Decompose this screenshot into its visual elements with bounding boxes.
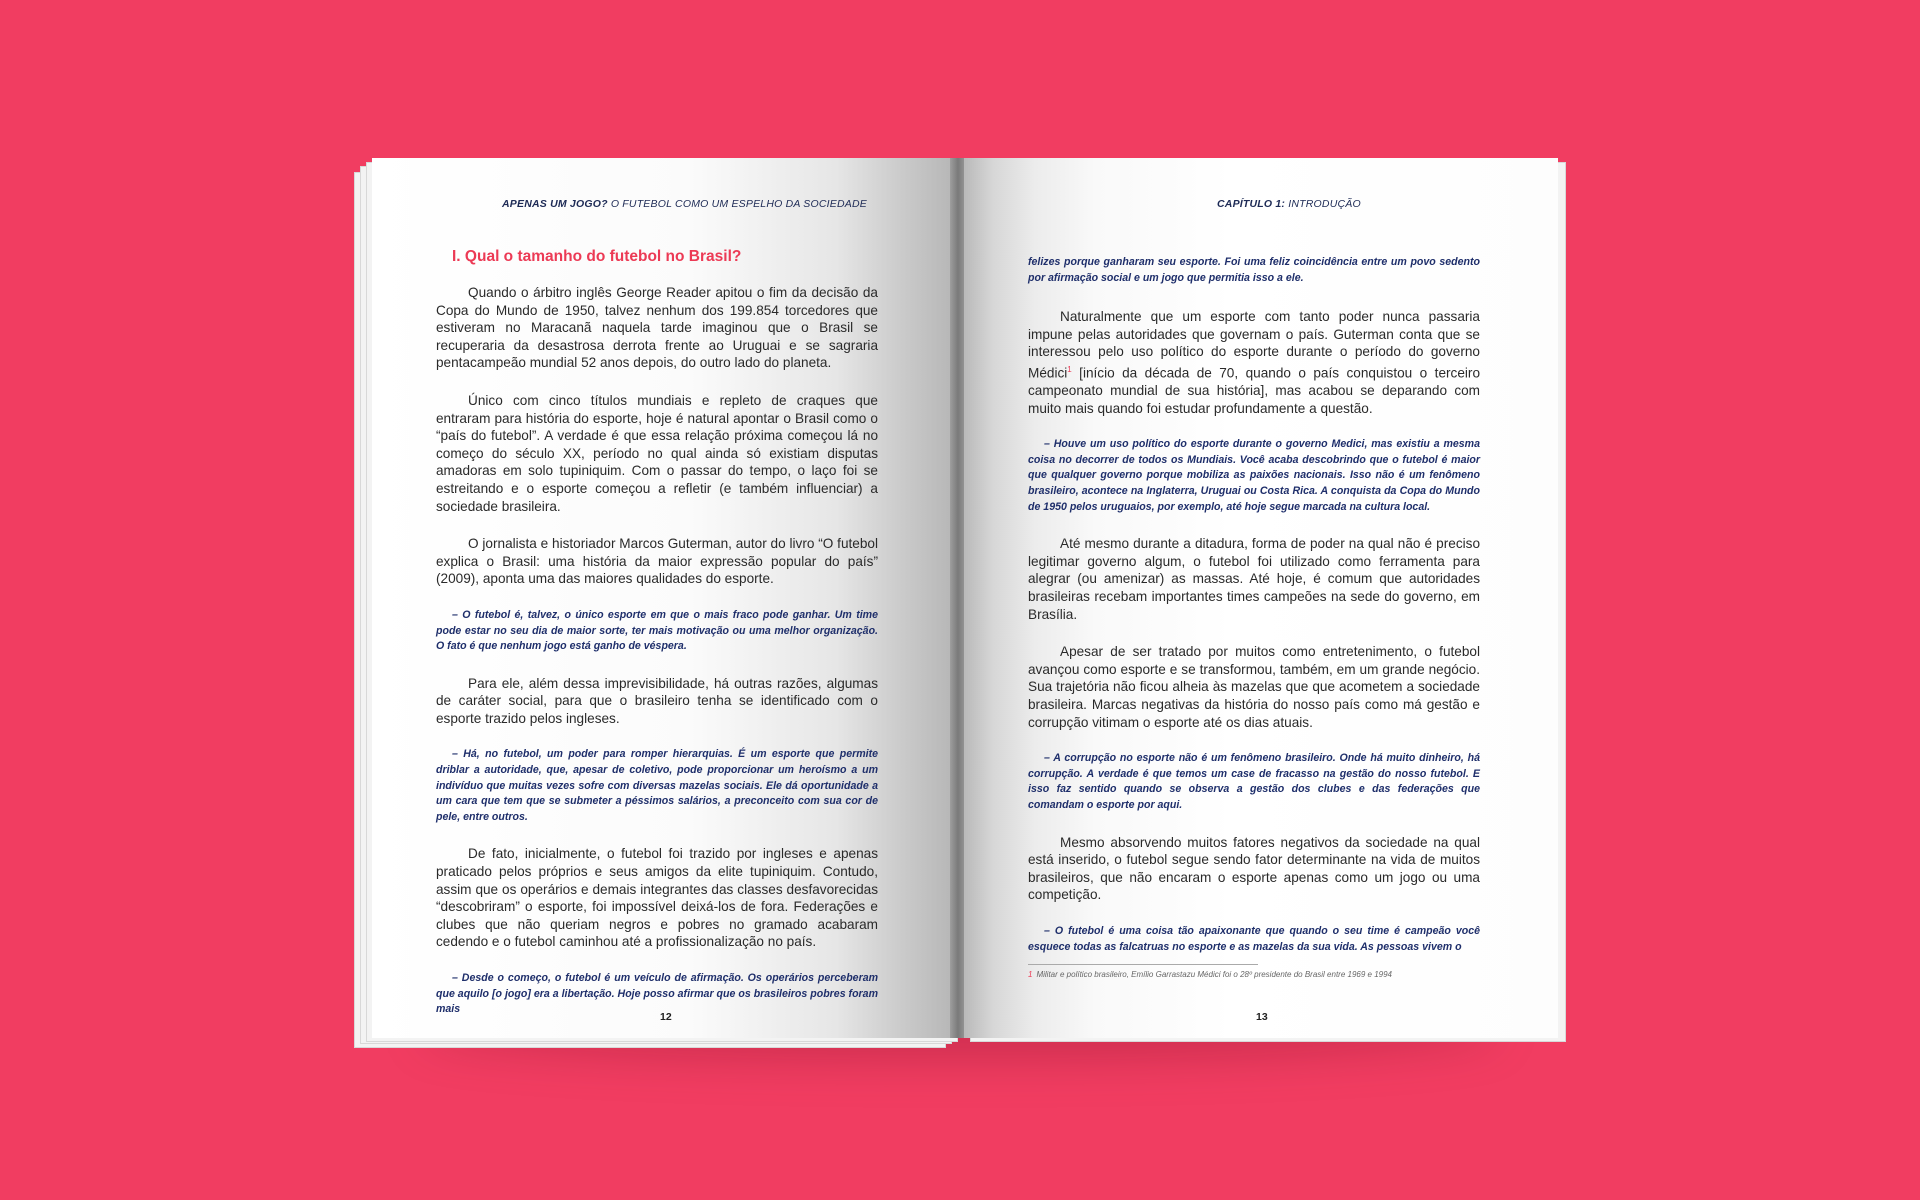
pull-quote-continued: felizes porque ganharam seu esporte. Foi uma feliz coincidência entre um povo sedento por afirmação social e um jogo que permitia isso a ele. [1028, 256, 1480, 284]
pull-quote: – O futebol é uma coisa tão apaixonante que quando o seu time é campeão você esquece todas as falcatruas no esporte e as mazelas da sua vida. As pessoas vivem o [1028, 924, 1480, 953]
footnote-text: Militar e político brasileiro, Emílio Garrastazu Médici foi o 28º presidente do Brasil entre 1969 e 1994 [1036, 970, 1392, 979]
body-text: Naturalmente que um esporte com tanto poder nunca passaria impune pelas autoridades que governam o país. Guterman conta que se interessou pelo uso político do esporte durante o período do governo Médici [1028, 309, 1480, 381]
running-head-bold: CAPÍTULO 1: [1217, 198, 1286, 210]
body-text: [início da década de 70, quando o país conquistou o terceiro campeonato mundial de sua história], mas acabou se deparando com muito mais quando foi estudar profundamente a questão. [1028, 365, 1480, 416]
pull-quote: – A corrupção no esporte não é um fenômeno brasileiro. Onde há muito dinheiro, há corrupção. A verdade é que temos um case de fracasso na gestão do nosso futebol. E isso faz sentido quando se observa a gestão dos clubes e das federações que comandam o esporte por aqui. [1028, 752, 1480, 811]
body-paragraph: De fato, inicialmente, o futebol foi trazido por ingleses e apenas praticado pelos próprios e seus amigos da elite tupiniquim. Contudo, assim que os operários e demais integrantes das classes desfavorecidas “descobriram” o esporte, foi impossível deixá-los de fora. Federações e clubes que não queriam negros e pobres no gramado acabaram cedendo e o futebol caminhou até a profissionalização no país. [436, 846, 878, 950]
body-paragraph: O jornalista e historiador Marcos Guterman, autor do livro “O futebol explica o Brasil: uma história da maior expressão popular do país” (2009), aponta uma das maiores qualidades do esporte. [436, 536, 878, 587]
pull-quote: – O futebol é, talvez, o único esporte em que o mais fraco pode ganhar. Um time pode estar no seu dia de maior sorte, ter mais motivação ou uma melhor organização. O fato é que nenhum jogo está ganho de véspera. [436, 608, 878, 653]
open-book [350, 158, 1558, 1038]
page-number: 13 [1256, 1011, 1268, 1023]
body-paragraph [1028, 308, 1480, 417]
running-head [1217, 198, 1361, 210]
running-head-text: O FUTEBOL COMO UM ESPELHO DA SOCIEDADE [610, 198, 867, 210]
pull-quote: – Desde o começo, o futebol é um veículo de afirmação. Os operários perceberam que aquilo [o jogo] era a libertação. Hoje posso afirmar que os brasileiros pobres foram mais [436, 972, 878, 1016]
pull-quote: – Houve um uso político do esporte durante o governo Medici, mas existiu a mesma coisa no decorrer de todos os Mundiais. Você acaba descobrindo que o futebol é maior que qualquer governo porque mobiliza as paixões nacionais. Isso não é um fenômeno brasileiro, acontece na Inglaterra, Uruguai ou Costa Rica. A conquista da Copa do Mundo de 1950 pelos uruguaios, por exemplo, até hoje segue marcada na cultura local. [1028, 438, 1480, 513]
footnote-number: 1 [1028, 970, 1033, 979]
body-paragraph: Mesmo absorvendo muitos fatores negativos da sociedade na qual está inserido, o futebol segue sendo fator determinante na vida de muitos brasileiros, que não encaram o esporte apenas como um jogo ou uma competição. [1028, 834, 1480, 903]
footnote [1028, 970, 1480, 979]
body-paragraph: Apesar de ser tratado por muitos como entretenimento, o futebol avançou como esporte e se transformou, também, em um grande negócio. Sua trajetória não ficou alheia às mazelas que que acometem a sociedade brasileira. Marcas negativas da história do nosso país como má gestão e corrupção vitimam o esporte até os dias atuais. [1028, 644, 1480, 730]
body-paragraph: Até mesmo durante a ditadura, forma de poder na qual não é preciso legitimar governo algum, o futebol foi utilizado como ferramenta para alegrar (ou amenizar) as massas. Até hoje, é comum que autoridades brasileiras recebam importantes times campeões na sede do governo, em Brasília. [1028, 536, 1480, 622]
body-paragraph: Único com cinco títulos mundiais e repleto de craques que entraram para história do esporte, hoje é natural apontar o Brasil como o “país do futebol”. A verdade é que essa relação próxima começou lá no começo do século XX, período no qual ainda só existiam disputas amadoras em solo tupiniquim. Com o passar do tempo, o laço foi se estreitando e o esporte começou a refletir (e também influenciar) a sociedade brasileira. [436, 392, 878, 514]
pull-quote: – Há, no futebol, um poder para romper hierarquias. É um esporte que permite driblar a autoridade, que, apesar de coletivo, pode proporcionar um heroísmo a um indivíduo que muitas vezes sofre com diversas mazelas sociais. Ele dá oportunidade a um cara que tem que se submeter a péssimos salários, a preconceito com sua cor de pele, entre outros. [436, 748, 878, 823]
running-head-bold: APENAS UM JOGO? [502, 198, 608, 210]
left-page-content [436, 248, 878, 1038]
section-heading: I. Qual o tamanho do futebol no Brasil? [452, 248, 742, 265]
right-page-content [1028, 255, 1480, 975]
body-paragraph: Quando o árbitro inglês George Reader apitou o fim da decisão da Copa do Mundo de 1950, talvez nenhum dos 199.854 torcedores que estiveram no Maracanã naquela tarde imaginou que o Brasil se recuperaria da desastrosa derrota frente ao Uruguai e se sagraria pentacampeão mundial 52 anos depois, do outro lado do planeta. [436, 285, 878, 371]
running-head [502, 198, 867, 210]
body-paragraph: Para ele, além dessa imprevisibilidade, há outras razões, algumas de caráter social, para que o brasileiro tenha se identificado com o esporte trazido pelos ingleses. [436, 675, 878, 726]
left-page [372, 158, 952, 1038]
footnote-marker: 1 [1067, 364, 1072, 374]
page-number: 12 [660, 1011, 672, 1023]
running-head-text: INTRODUÇÃO [1288, 198, 1361, 210]
right-page [964, 158, 1558, 1038]
